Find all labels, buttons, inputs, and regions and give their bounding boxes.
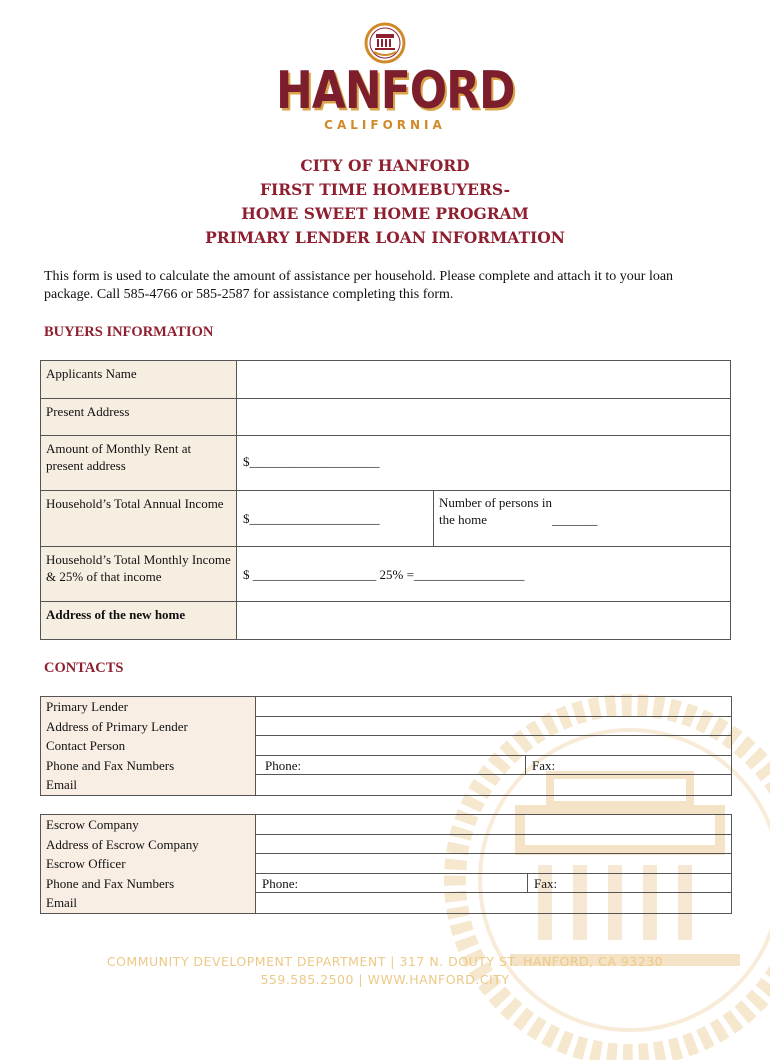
escrow-email-label: Email	[41, 893, 256, 913]
escrow-email-field[interactable]	[256, 893, 731, 913]
escrow-address-label: Address of Escrow Company	[41, 835, 256, 855]
buyers-heading: BUYERS INFORMATION	[44, 324, 214, 340]
persons-in-home-cell[interactable]	[434, 491, 731, 547]
applicants-name-label: Applicants Name	[41, 361, 237, 399]
table-row	[41, 893, 731, 913]
escrow-phone-field[interactable]: Phone:	[256, 874, 528, 893]
present-address-field[interactable]	[237, 399, 731, 436]
lender-phone-field[interactable]: Phone:	[256, 756, 526, 775]
primary-lender-label: Primary Lender	[41, 697, 256, 717]
escrow-company-field[interactable]	[256, 815, 731, 835]
lender-email-field[interactable]	[256, 775, 731, 795]
contact-person-label: Contact Person	[41, 736, 256, 756]
escrow-table	[40, 814, 732, 914]
escrow-fax-field[interactable]: Fax:	[534, 875, 558, 891]
table-row	[41, 874, 731, 894]
lender-email-label: Email	[41, 775, 256, 795]
table-row	[41, 736, 731, 756]
lender-phone-fax-label: Phone and Fax Numbers	[41, 756, 256, 776]
escrow-address-field[interactable]	[256, 835, 731, 855]
lender-address-field[interactable]	[256, 717, 731, 737]
form-title	[0, 154, 770, 250]
present-address-label: Present Address	[41, 399, 237, 436]
contacts-heading: CONTACTS	[44, 660, 124, 676]
courthouse-emblem-icon	[364, 22, 406, 64]
title-line: PRIMARY LENDER LOAN INFORMATION	[205, 228, 565, 247]
table-row	[41, 854, 731, 874]
table-row	[41, 775, 731, 795]
annual-income-label: Household’s Total Annual Income	[41, 491, 237, 547]
monthly-rent-field[interactable]: $____________________	[237, 436, 731, 491]
buyers-table	[40, 360, 731, 640]
table-row	[41, 717, 731, 737]
footer-contact: 559.585.2500 | WWW.HANFORD.CITY	[260, 972, 510, 987]
escrow-company-label: Escrow Company	[41, 815, 256, 835]
title-line: HOME SWEET HOME PROGRAM	[241, 204, 529, 223]
applicants-name-field[interactable]	[237, 361, 731, 399]
escrow-officer-field[interactable]	[256, 854, 731, 874]
escrow-phone-fax-label: Phone and Fax Numbers	[41, 874, 256, 894]
escrow-officer-label: Escrow Officer	[41, 854, 256, 874]
contact-person-field[interactable]	[256, 736, 731, 756]
table-row	[41, 756, 731, 776]
table-row	[41, 835, 731, 855]
lender-table	[40, 696, 732, 796]
footer-address: COMMUNITY DEVELOPMENT DEPARTMENT | 317 N. DOUTY ST. HANFORD, CA 93230	[106, 954, 664, 969]
monthly-rent-label: Amount of Monthly Rent at present address	[41, 436, 237, 491]
title-line: FIRST TIME HOMEBUYERS-	[259, 180, 511, 199]
logo-subtitle: CALIFORNIA	[324, 118, 446, 132]
table-row	[41, 697, 731, 717]
logo-wordmark: HANFORD	[276, 60, 515, 121]
annual-income-field[interactable]: $____________________	[237, 491, 434, 547]
persons-field[interactable]: _______	[552, 512, 598, 527]
monthly-income-label: Household’s Total Monthly Income & 25% of that income	[41, 547, 237, 602]
persons-label: Number of persons in the home	[439, 495, 553, 527]
lender-fax-field[interactable]: Fax:	[532, 757, 556, 773]
intro-text: This form is used to calculate the amount of assistance per household. Please complete and attach it to your loan package. Call 585-4766 or 585-2587 for assistance completing this form.	[44, 269, 674, 302]
lender-address-label: Address of Primary Lender	[41, 717, 256, 737]
title-line: CITY OF HANFORD	[300, 156, 470, 175]
new-home-address-label: Address of the new home	[41, 602, 237, 640]
city-logo	[276, 22, 515, 134]
table-row	[41, 815, 731, 835]
new-home-address-field[interactable]	[237, 602, 731, 640]
primary-lender-field[interactable]	[256, 697, 731, 717]
monthly-income-field[interactable]: $ ___________________ 25% =_________________	[237, 547, 731, 602]
